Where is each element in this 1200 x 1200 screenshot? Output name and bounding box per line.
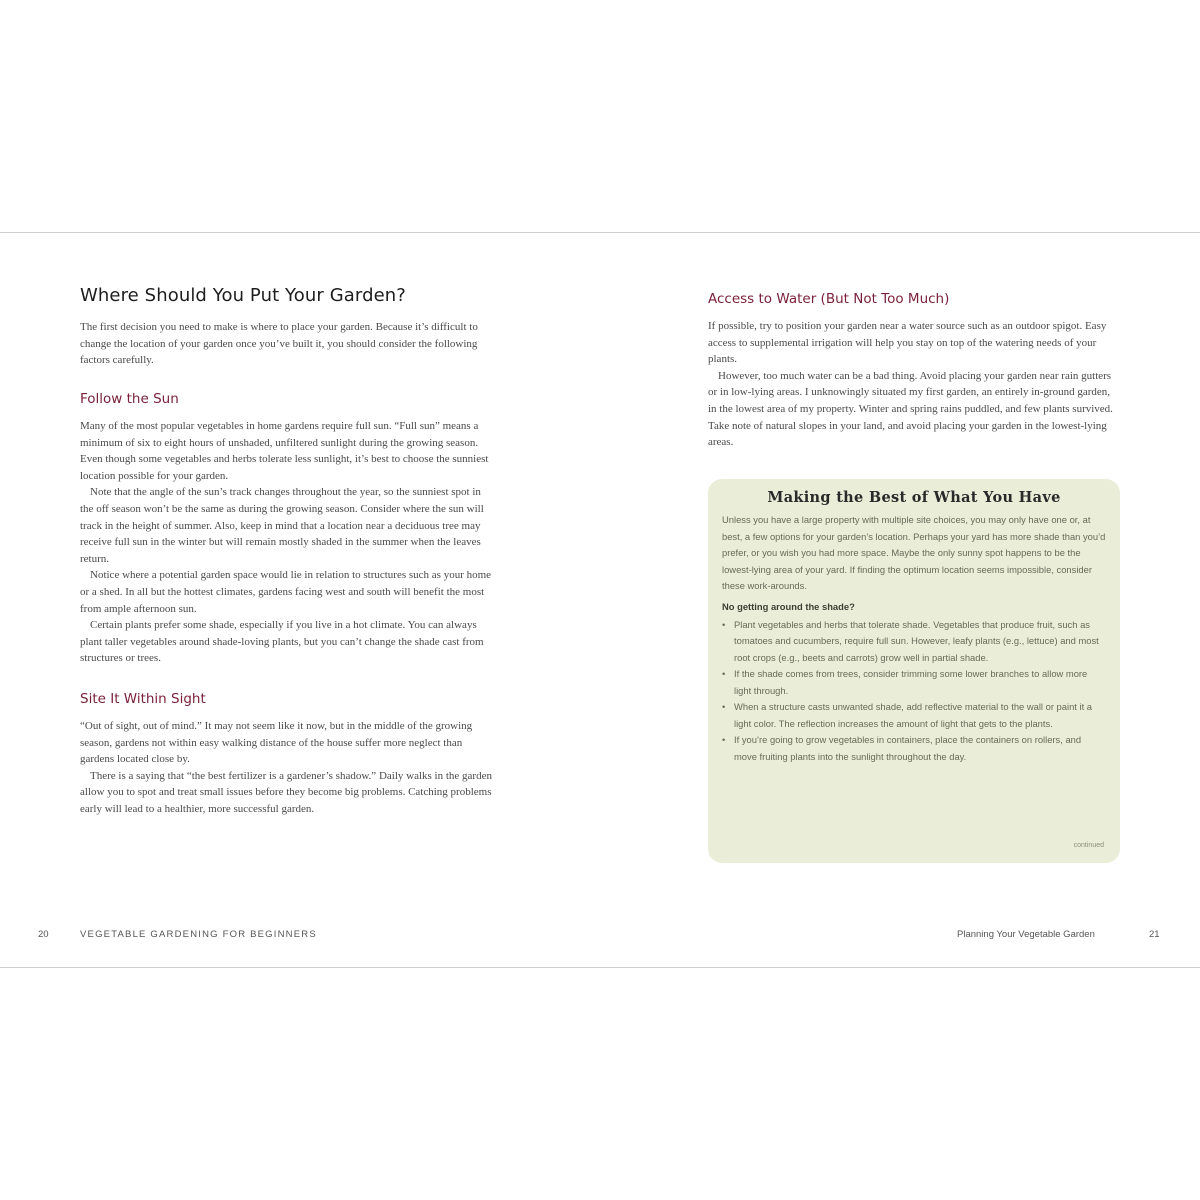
paragraph: Certain plants prefer some shade, especially if you live in a hot climate. You can always plant taller vegetables around shade-loving plants, but you can’t change the shade cast from structures or trees. — [80, 619, 484, 665]
list-item-text: If the shade comes from trees, consider trimming some lower branches to allow more light through. — [734, 668, 1088, 696]
bullet-icon: • — [722, 618, 726, 630]
sidebar-list — [722, 617, 1106, 766]
list-item-text: When a structure casts unwanted shade, add reflective material to the wall or paint it a light color. The reflection increases the amount of light that gets to the plants. — [734, 701, 1092, 729]
sidebar-box — [708, 479, 1120, 863]
right-page — [600, 233, 1200, 967]
heading-follow-the-sun: Follow the Sun — [80, 391, 179, 407]
bullet-icon: • — [722, 734, 726, 745]
paragraph: Notice where a potential garden space would lie in relation to structures such as your home or a shed. In all but the hottest climates, gardens facing west and south will benefit the most from ample afternoon sun. — [80, 569, 492, 615]
bullet-icon: • — [722, 668, 726, 679]
paragraph: If possible, try to position your garden near a water source such as an outdoor spigot. Easy access to supplemental irrigation will help you stay on top of the watering needs of your plants. — [708, 320, 1107, 366]
continued-label: continued — [1073, 842, 1104, 849]
sidebar-intro: Unless you have a large property with multiple site choices, you may only have one or, at best, a few options for your garden’s location. Perhaps your yard has more shade than you’d prefer, or you wish you had more space. Maybe the only sunny spot happens to be the lowest-lying area of your yard. If finding the optimum location seems impossible, consider these work-arounds. — [722, 514, 1106, 591]
paragraph: “Out of sight, out of mind.” It may not seem like it now, but in the middle of the growing season, gardens not within easy walking distance of the house suffer more neglect than gardens located close by. — [80, 720, 473, 766]
page-number-right: 21 — [1149, 929, 1160, 940]
sidebar-title: Making the Best of What You Have — [767, 489, 1061, 506]
running-head-right: Planning Your Vegetable Garden — [957, 929, 1095, 940]
list-item-text: Plant vegetables and herbs that tolerate shade. Vegetables that produce fruit, such as tomatoes and cucumbers, require full sun. However, leafy plants (e.g., lettuce) and most root crops (e.g., beets and carrots) grow well in partial shade. — [734, 618, 1099, 663]
page-number-left: 20 — [38, 929, 49, 940]
access-to-water-body — [708, 318, 1116, 451]
bullet-icon: • — [722, 701, 726, 712]
paragraph: Note that the angle of the sun’s track changes throughout the year, so the sunniest spot in the off season won’t be the same as during the growing season. Consider where the sun will track in the height of summer. Also, keep in mind that a location near a deciduous tree may receive full sun in the winter but will remain mostly shaded in the summer when the leaves return. — [80, 486, 484, 565]
list-item — [722, 732, 1106, 765]
paragraph: However, too much water can be a bad thing. Avoid placing your garden near rain gutters or in low-lying areas. I unknowingly situated my first garden, an entirely in-ground garden, in the lowest area of my property. Winter and spring rains puddled, and few plants survived. Take note of natural slopes in your land, and avoid placing your garden in the lowest-lying areas. — [708, 369, 1113, 449]
list-item — [722, 666, 1106, 699]
running-head-left: VEGETABLE GARDENING FOR BEGINNERS — [80, 929, 317, 940]
list-item-text: If you’re going to grow vegetables in containers, place the containers on rollers, and move fruiting plants into the sunlight throughout the day. — [734, 734, 1082, 762]
sidebar-subheading: No getting around the shade? — [722, 600, 855, 612]
follow-the-sun-body — [80, 418, 492, 667]
page-title: Where Should You Put Your Garden? — [80, 285, 406, 306]
paragraph: There is a saying that “the best fertilizer is a gardener’s shadow.” Daily walks in the garden allow you to spot and treat small issues before they become big problems. Catching problems early will lead to a healthier, more successful garden. — [80, 769, 492, 815]
paragraph: Many of the most popular vegetables in home gardens require full sun. “Full sun” means a minimum of six to eight hours of unshaded, unfiltered sunlight during the growing season. Even though some vegetables and herbs tolerate less sunlight, it’s best to choose the sunniest location possible for your garden. — [80, 420, 489, 482]
intro-paragraph — [80, 319, 480, 369]
heading-access-to-water: Access to Water (But Not Too Much) — [708, 291, 950, 307]
left-page — [0, 233, 600, 967]
heading-site-it-within-sight: Site It Within Sight — [80, 691, 206, 707]
intro-text: The first decision you need to make is where to place your garden. Because it’s difficult to change the location of your garden once you’ve built it, you should consider the following factors carefully. — [80, 321, 478, 367]
site-it-within-sight-body — [80, 718, 492, 818]
list-item — [722, 699, 1106, 732]
list-item — [722, 617, 1106, 667]
book-spread — [0, 232, 1200, 968]
